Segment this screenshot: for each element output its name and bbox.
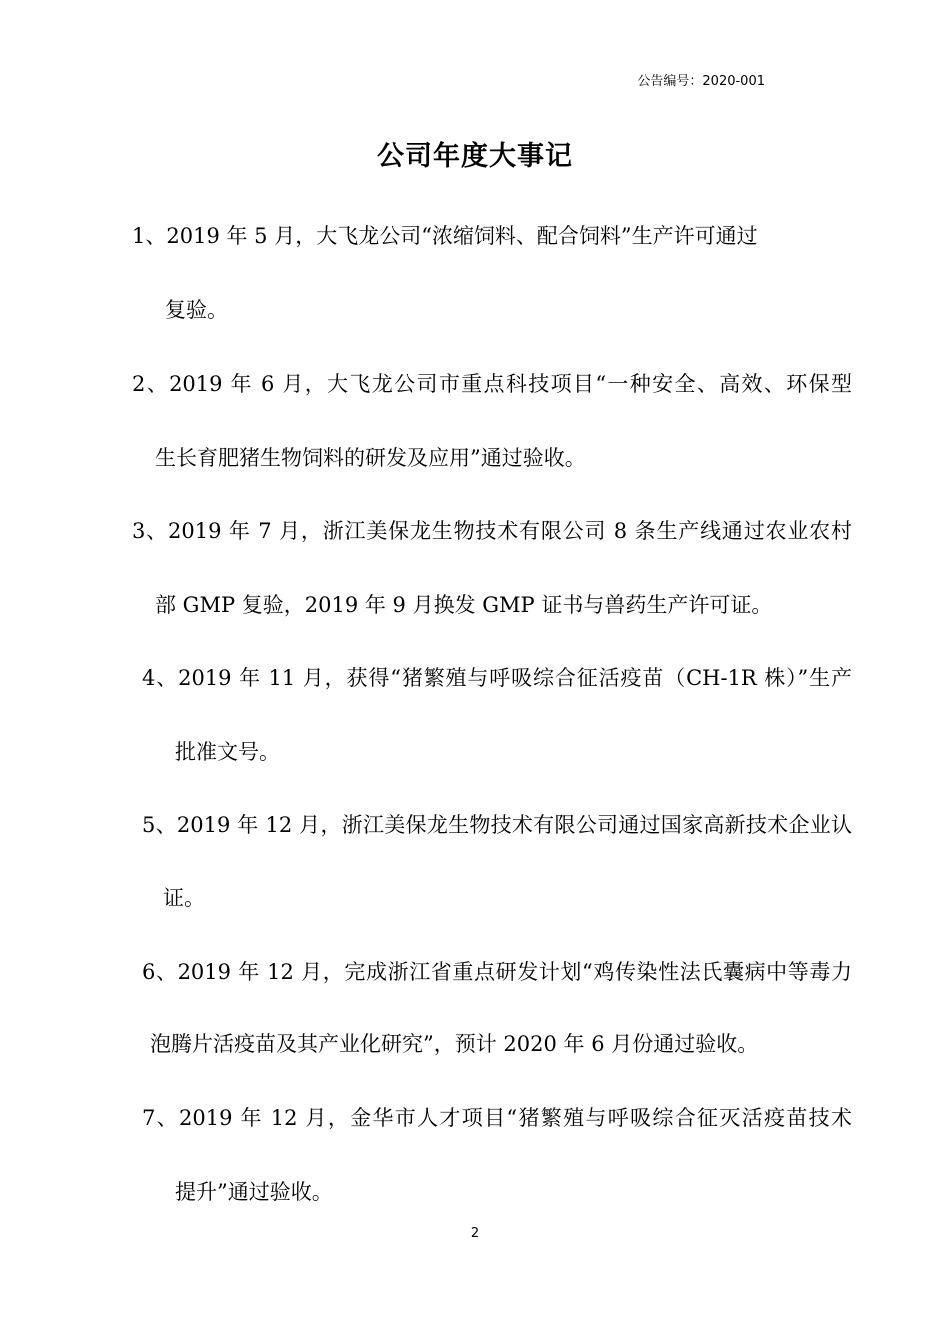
list-item-line: 批准文号。 [175, 740, 280, 764]
list-item-line: 泡腾片活疫苗及其产业化研究”，预计 2020 年 6 月份通过验收。 [150, 1032, 759, 1056]
list-item-line: 5、2019 年 12 月，浙江美保龙生物技术有限公司通过国家高新技术企业认 [142, 813, 852, 837]
list-item-line: 提升”通过验收。 [175, 1180, 333, 1204]
list-item-line: 部 GMP 复验，2019 年 9 月换发 GMP 证书与兽药生产许可证。 [155, 593, 773, 617]
list-item-line: 6、2019 年 12 月，完成浙江省重点研发计划“鸡传染性法氏囊病中等毒力 [142, 960, 852, 984]
page-title: 公司年度大事记 [377, 141, 573, 172]
list-item-line: 2、2019 年 6 月，大飞龙公司市重点科技项目“一种安全、高效、环保型 [132, 372, 852, 396]
list-item-line: 证。 [163, 886, 205, 910]
list-item-line: 4、2019 年 11 月，获得“猪繁殖与呼吸综合征活疫苗（CH-1R 株）”生产 [142, 666, 852, 690]
list-item-line: 3、2019 年 7 月，浙江美保龙生物技术有限公司 8 条生产线通过农业农村 [132, 519, 852, 543]
list-item-line: 1、2019 年 5 月，大飞龙公司“浓缩饲料、配合饲料”生产许可通过 [132, 224, 758, 248]
list-item-line: 复验。 [165, 298, 228, 322]
list-item-line: 7、2019 年 12 月，金华市人才项目“猪繁殖与呼吸综合征灭活疫苗技术 [142, 1106, 852, 1130]
notice-number: 公告编号：2020-001 [637, 74, 765, 89]
page-number: 2 [470, 1226, 480, 1241]
list-item-line: 生长育肥猪生物饲料的研发及应用”通过验收。 [155, 446, 586, 470]
